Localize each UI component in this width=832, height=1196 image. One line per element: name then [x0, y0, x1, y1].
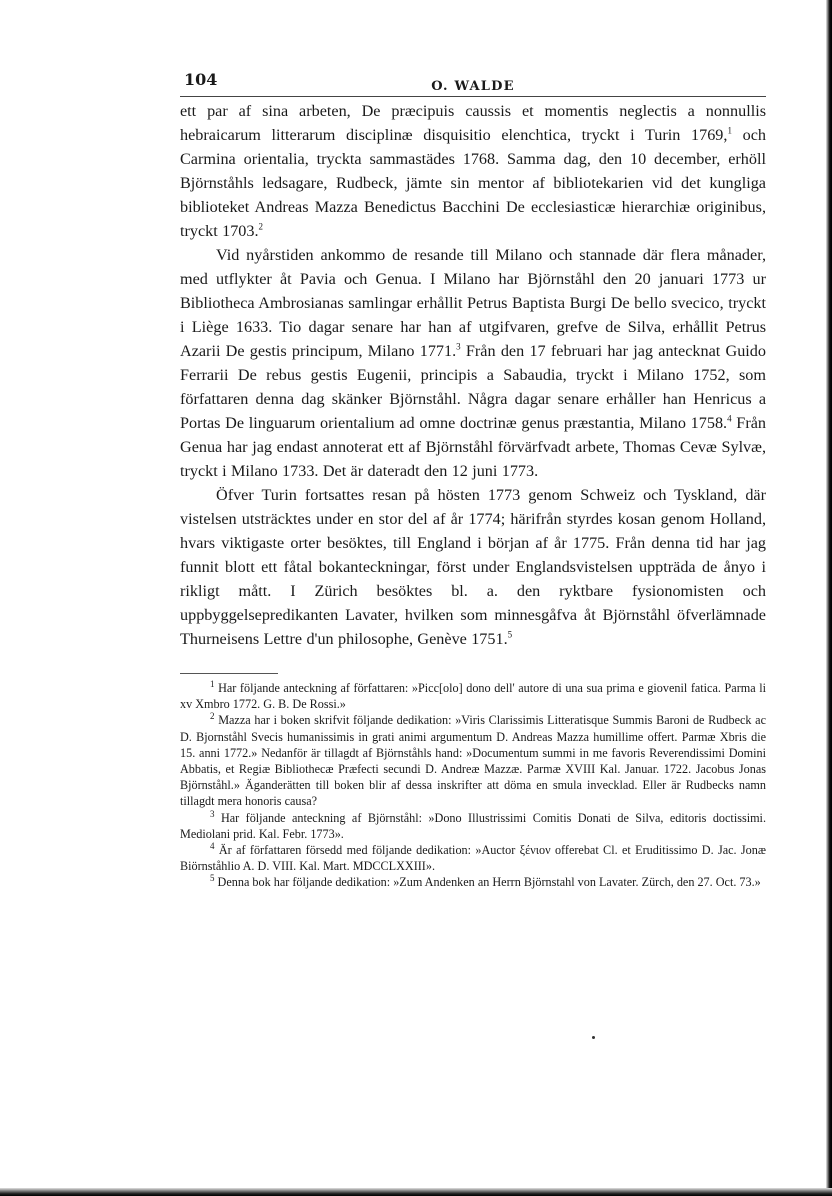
footnote-text: Är af författaren försedd med följande dedikation: »Auctor ξένιον offerebat Cl. et Eruditissimo D. Jac. Jonæ Biörnståhlio A. D. VIII. Kal. Mart. MDCCLXXIII».	[180, 843, 766, 874]
footnote-number: 2	[210, 711, 215, 722]
book-page	[180, 66, 766, 891]
footnote-number: 1	[210, 678, 215, 689]
footnote-text: Mazza har i boken skrifvit följande dedikation: »Viris Clarissimis Litteratisque Summis Baroni de Rudbeck ac D. Bjornståhl Svecis humanissimis in grati animi argumentum D. Andreas Mazza humillime offert. Parmæ Xbris die 15. anni 1772.» Nedanför är tillagdt af Björnståhls hand: »Documentum summi in me favoris Reverendissimi Domini Abbatis, et Regiæ Bibliothecæ Præfecti secundi D. Andreæ Mazzæ. Parmæ XVIII Kal. Januar. 1722. Jacobus Jonas Björnståhl.» Äganderätten till boken blir af dessa inskrifter att döma en smula invecklad. Eller är Rudbecks namn tillagdt mera honoris causa?	[180, 713, 766, 809]
paragraph-text: Från Genua har jag endast annoterat ett af Björnståhl förvärfvadt arbete, Thomas Cevæ Sylvæ, tryckt i Milano 1733. Det är dateradt den 12 juni 1773.	[180, 414, 766, 480]
scan-edge-bottom	[0, 1188, 832, 1196]
footnote	[180, 810, 766, 842]
footnote-text: Denna bok har följande dedikation: »Zum Andenken an Herrn Björnstahl von Lavater. Zürch, den 27. Oct. 73.»	[214, 875, 761, 890]
body-paragraph	[180, 483, 766, 651]
footnote-number: 4	[210, 840, 215, 851]
paragraph-text: Öfver Turin fortsattes resan på hösten 1773 genom Schweiz och Tyskland, där vistelsen utsträcktes under en stor del af år 1774; härifrån styrdes kosan genom Holland, hvars viktigaste orter besöktes, till England i början af år 1775. Från denna tid har jag funnit blott ett fåtal bokanteckningar, först under Englandsvistelsen uppträda de ånyo i rikligt mått. I Zürich besöktes bl. a. den ryktbare fysionomisten och uppbyggelsepredikanten Lavater, hvilken som minnesgåfva åt Björnståhl öfverlämnade Thurneisens Lettre d'un philosophe, Genève 1751.	[180, 486, 766, 648]
footnote-reference: 2	[258, 221, 264, 232]
body-paragraph	[180, 243, 766, 483]
footnote-reference: 1	[727, 125, 732, 136]
scan-edge-right	[826, 0, 832, 1196]
page-number: 104	[184, 70, 218, 89]
footnote-number: 5	[210, 873, 215, 884]
body-text	[180, 99, 766, 651]
footnote-reference: 3	[456, 341, 461, 352]
footnote	[180, 874, 766, 890]
footnote-reference: 5	[507, 629, 513, 640]
running-head	[180, 66, 766, 97]
footnote-text: Har följande anteckning af författaren: »Picc[olo] dono dell' autore di una sua prima e giovenil fatica. Parma li xv Xmbro 1772. G. B. De Rossi.»	[180, 681, 766, 712]
footnote	[180, 842, 766, 874]
running-title: O. WALDE	[431, 79, 515, 94]
body-paragraph	[180, 99, 766, 243]
footnote-text: Har följande anteckning af Björnståhl: »Dono Illustrissimi Comitis Donati de Silva, editoris doctissimi. Mediolani prid. Kal. Febr. 1773».	[180, 810, 766, 841]
footnote	[180, 680, 766, 712]
paragraph-text: Vid nyårstiden ankommo de resande till Milano och stannade där flera månader, med utflykter åt Pavia och Genua. I Milano har Björnståhl den 20 januari 1773 ur Bibliotheca Ambrosianas samlingar erhållit Petrus Baptista Burgi De bello svecico, tryckt i Liège 1633. Tio dagar senare har han af utgifvaren, grefve de Silva, erhållit Petrus Azarii De gestis principum, Milano 1771.	[180, 246, 766, 360]
footnote-rule	[180, 673, 278, 674]
footnote-reference: 4	[727, 413, 732, 424]
footnotes	[180, 680, 766, 891]
paragraph-text: Från den 17 februari har jag antecknat Guido Ferrarii De rebus gestis Eugenii, principis a Sabaudia, tryckt i Milano 1752, som författaren denna dag skänker Björnståhl. Några dagar senare erhåller han Henricus a Portas De linguarum orientalium ad omne doctrinæ genus præstantia, Milano 1758.	[180, 342, 766, 432]
scan-speck	[592, 1036, 595, 1039]
paragraph-text: ett par af sina arbeten, De præcipuis caussis et momentis neglectis a nonnullis hebraicarum litterarum disciplinæ disquisitio elenchtica, tryckt i Turin 1769,	[180, 102, 766, 144]
footnote-number: 3	[210, 808, 215, 819]
paragraph-text: och Carmina orientalia, tryckta sammastädes 1768. Samma dag, den 10 december, erhöll Björnståhls ledsagare, Rudbeck, jämte sin mentor af bibliotekarien vid det kungliga biblioteket Andreas Mazza Benedictus Bacchini De ecclesiasticæ hierarchiæ originibus, tryckt 1703.	[180, 126, 766, 240]
footnote	[180, 712, 766, 809]
